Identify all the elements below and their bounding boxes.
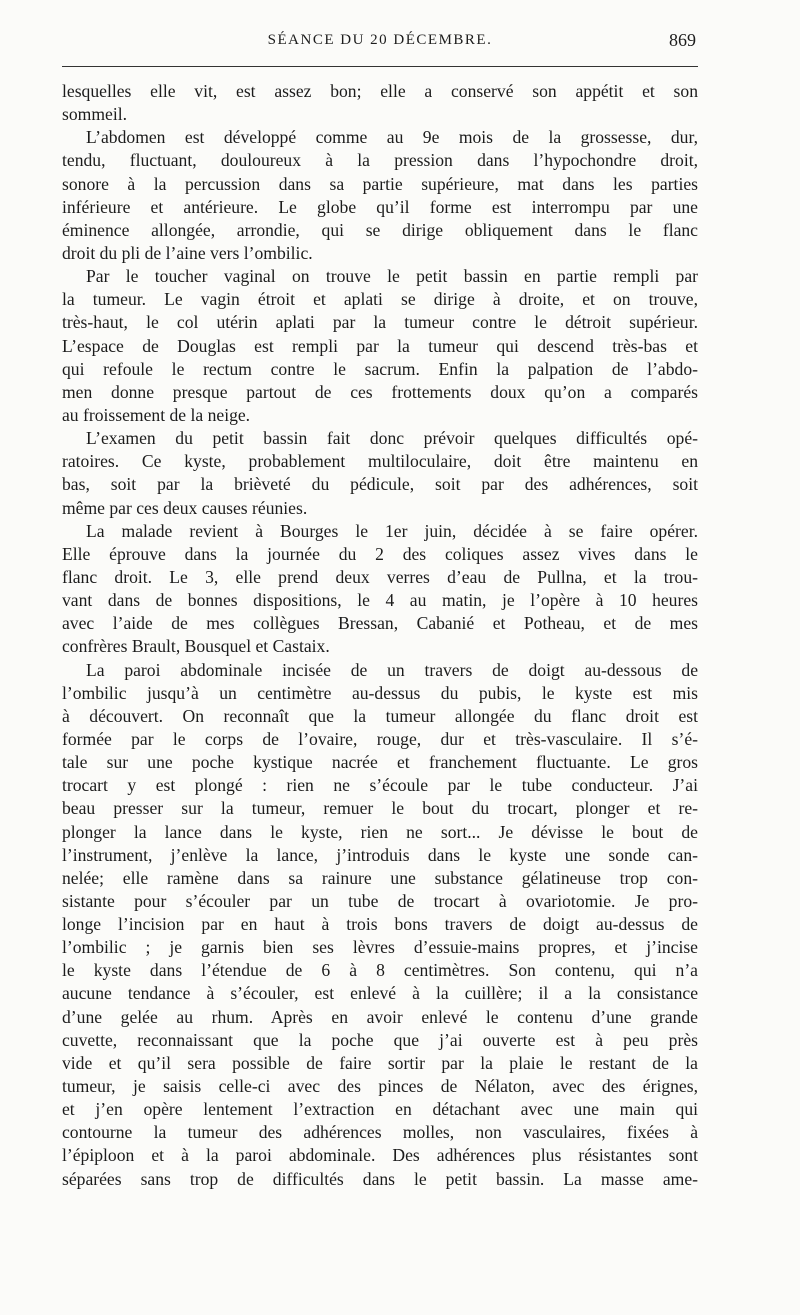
text-line: vide et qu’il sera possible de faire sortir par la plaie le restant de la <box>62 1052 698 1073</box>
text-line: séparées sans trop de difficultés dans le petit bassin. La masse ame- <box>62 1168 698 1189</box>
text-line: avec l’aide de mes collègues Bressan, Cabanié et Potheau, et de mes <box>62 613 698 634</box>
text-line: sonore à la percussion dans sa partie supérieure, mat dans les parties <box>62 173 698 194</box>
text-line: inférieure et antérieure. Le globe qu’il forme est interrompu par une <box>62 196 698 217</box>
text-line: cuvette, reconnaissant que la poche que j’ai ouverte est à peu près <box>62 1029 698 1050</box>
text-line: sistante pour s’écouler par un tube de trocart à ovariotomie. Je pro- <box>62 890 698 911</box>
header-rule <box>62 66 698 67</box>
text-line: vant dans de bonnes dispositions, le 4 au matin, je l’opère à 10 heures <box>62 590 698 611</box>
text-line: tale sur une poche kystique nacrée et franchement fluctuante. Le gros <box>62 752 698 773</box>
text-line: men donne presque partout de ces frottements doux qu’on a comparés <box>62 381 698 402</box>
text-line: tumeur, je saisis celle-ci avec des pinces de Nélaton, avec des érignes, <box>62 1076 698 1097</box>
text-line: droit du pli de l’aine vers l’ombilic. <box>62 242 313 263</box>
text-line: qui refoule le rectum contre le sacrum. Enfin la palpation de l’abdo- <box>62 358 698 379</box>
text-line: la tumeur. Le vagin étroit et aplati se dirige à droite, et on trouve, <box>62 289 698 310</box>
text-line: sommeil. <box>62 104 127 125</box>
text-line: lesquelles elle vit, est assez bon; elle a conservé son appétit et son <box>62 81 698 101</box>
text-line: L’abdomen est développé comme au 9e mois de la grossesse, dur, <box>86 127 698 148</box>
text-line: et j’en opère lentement l’extraction en détachant avec une main qui <box>62 1099 698 1120</box>
body-text <box>62 80 698 1191</box>
text-line: d’une gelée au rhum. Après en avoir enlevé le contenu d’une grande <box>62 1006 698 1027</box>
text-line: l’ombilic jusqu’à un centimètre au-dessus du pubis, le kyste est mis <box>62 682 698 703</box>
text-line: flanc droit. Le 3, elle prend deux verres d’eau de Pullna, et la trou- <box>62 566 698 587</box>
text-line: l’instrument, j’enlève la lance, j’introduis dans le kyste une sonde can- <box>62 844 698 865</box>
page-header <box>62 28 698 58</box>
text-line: tendu, fluctuant, douloureux à la pression dans l’hypochondre droit, <box>62 150 698 171</box>
text-line: au froissement de la neige. <box>62 404 251 425</box>
text-line: éminence allongée, arrondie, qui se dirige obliquement dans le flanc <box>62 219 698 240</box>
text-line: Elle éprouve dans la journée du 2 des coliques assez vives dans le <box>62 543 698 564</box>
text-line: La malade revient à Bourges le 1er juin, décidée à se faire opérer. <box>86 520 698 541</box>
text-line: très-haut, le col utérin aplati par la tumeur contre le détroit supérieur. <box>62 312 698 333</box>
text-line: longe l’incision par en haut à trois bons travers de doigt au-dessus de <box>62 914 698 935</box>
text-line: Par le toucher vaginal on trouve le petit bassin en partie rempli par <box>86 266 698 287</box>
text-line: aucune tendance à s’écouler, est enlevé à la cuillère; il a la consistance <box>62 983 698 1004</box>
text-line: contourne la tumeur des adhérences molles, non vasculaires, fixées à <box>62 1122 698 1143</box>
text-line: plonger la lance dans le kyste, rien ne sort... Je dévisse le bout de <box>62 821 698 842</box>
text-line: beau presser sur la tumeur, remuer le bout du trocart, plonger et re- <box>62 798 698 819</box>
text-line: L’examen du petit bassin fait donc prévoir quelques difficultés opé- <box>86 428 698 449</box>
text-line: l’épiploon et à la paroi abdominale. Des adhérences plus résistantes sont <box>62 1145 698 1166</box>
text-line: bas, soit par la brièveté du pédicule, soit par des adhérences, soit <box>62 474 698 495</box>
text-line: l’ombilic ; je garnis bien ses lèvres d’essuie-mains propres, et j’incise <box>62 937 698 958</box>
page-number: 869 <box>669 30 696 50</box>
running-title: SÉANCE DU 20 DÉCEMBRE. <box>267 32 493 48</box>
text-line: à découvert. On reconnaît que la tumeur allongée du flanc droit est <box>62 705 698 726</box>
text-line: le kyste dans l’étendue de 6 à 8 centimètres. Son contenu, qui n’a <box>62 960 698 981</box>
text-line: La paroi abdominale incisée de un travers de doigt au-dessous de <box>86 659 698 680</box>
text-line: ratoires. Ce kyste, probablement multiloculaire, doit être maintenu en <box>62 451 698 472</box>
text-line: même par ces deux causes réunies. <box>62 497 308 518</box>
text-line: trocart y est plongé : rien ne s’écoule par le tube conducteur. J’ai <box>62 775 698 796</box>
text-line: nelée; elle ramène dans sa rainure une substance gélatineuse trop con- <box>62 867 698 888</box>
text-line: confrères Brault, Bousquel et Castaix. <box>62 636 330 657</box>
text-line: L’espace de Douglas est rempli par la tumeur qui descend très-bas et <box>62 335 698 356</box>
text-line: formée par le corps de l’ovaire, rouge, dur et très-vasculaire. Il s’é- <box>62 728 698 749</box>
